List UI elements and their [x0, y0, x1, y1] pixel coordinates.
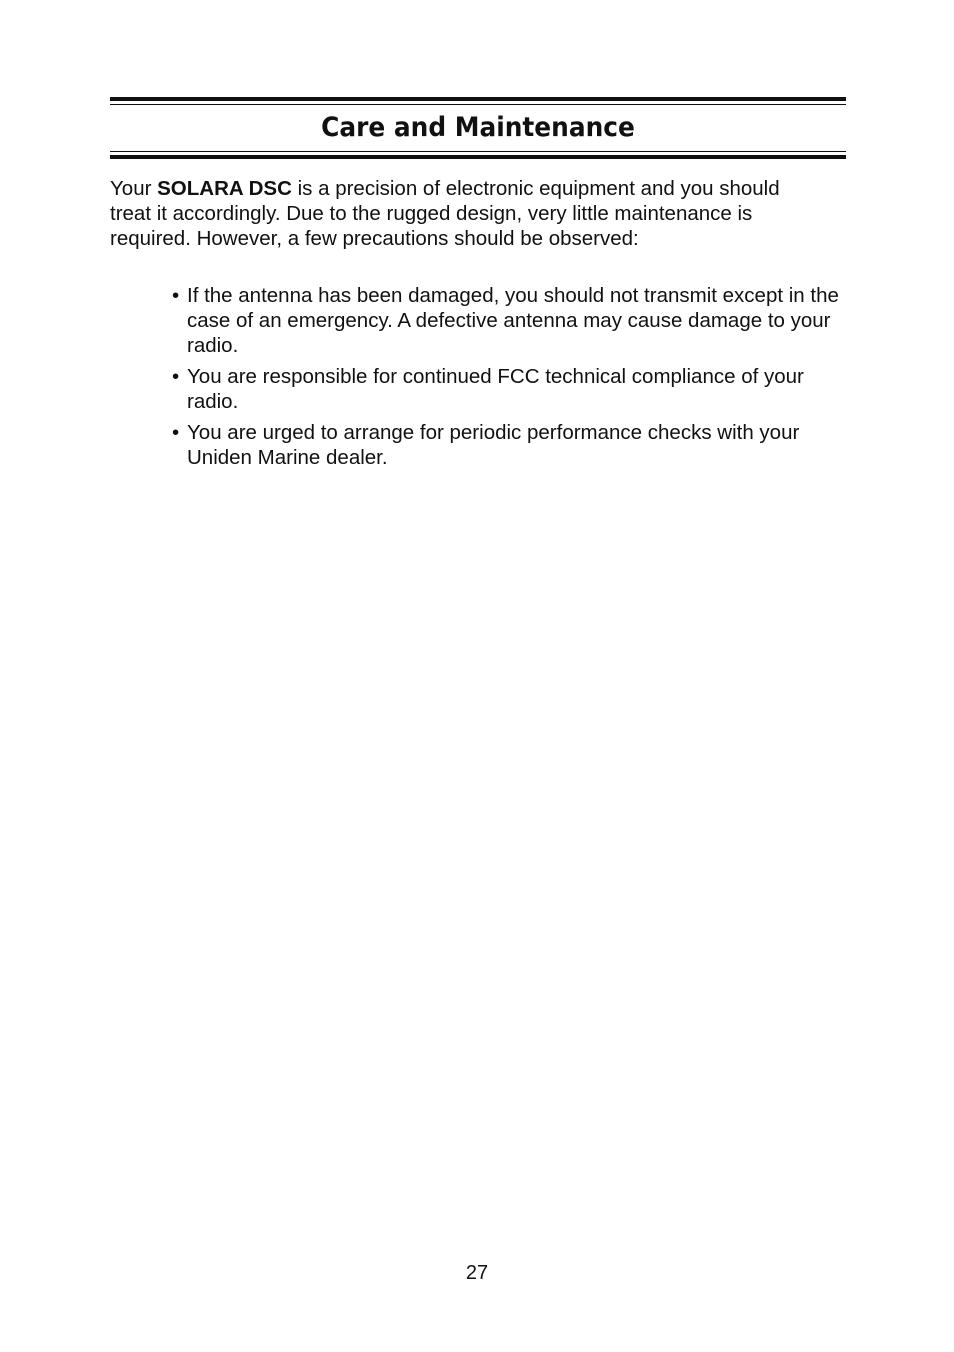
page-title: Care and Maintenance	[321, 112, 635, 143]
list-item	[172, 364, 852, 414]
header-bottom-thick-rule	[110, 155, 846, 159]
list-item-text: You are urged to arrange for periodic performance checks with your Uniden Marine dealer.	[187, 421, 800, 469]
intro-prefix: Your	[110, 177, 158, 200]
page-number: 27	[465, 1262, 489, 1284]
intro-text: is a precision of electronic equipment and you should treat it accordingly. Due to the rugged design, very little maintenance is required. However, a few precautions should be observed:	[110, 177, 780, 250]
list-item-text: If the antenna has been damaged, you should not transmit except in the case of an emergency. A defective antenna may cause damage to your radio.	[187, 284, 839, 357]
bullet-icon: •	[172, 421, 180, 444]
product-name: SOLARA DSC	[157, 177, 292, 200]
list-item	[172, 283, 852, 358]
header-bottom-thin-rule	[110, 151, 846, 152]
list-item	[172, 420, 852, 470]
bullet-icon: •	[172, 365, 180, 388]
header-top-thin-rule	[110, 104, 846, 105]
precautions-list	[172, 283, 852, 476]
section-header	[110, 97, 846, 159]
bullet-icon: •	[172, 284, 180, 307]
list-item-text: You are responsible for continued FCC technical compliance of your radio.	[187, 365, 804, 413]
header-top-thick-rule	[110, 97, 846, 101]
intro-paragraph	[110, 176, 810, 251]
